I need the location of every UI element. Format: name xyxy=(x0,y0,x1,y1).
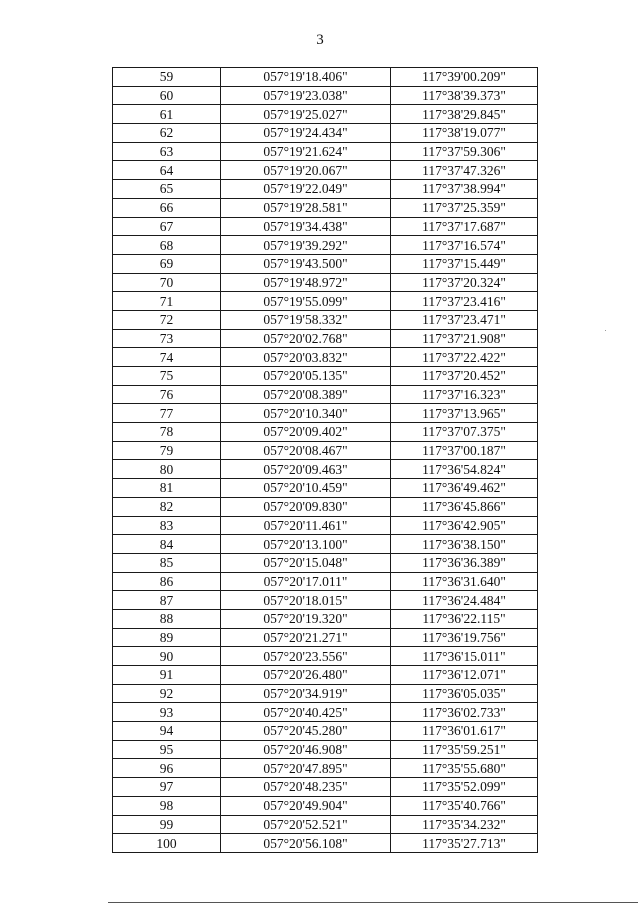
coordinates-table xyxy=(112,67,538,853)
longitude-cell: 117°39'00.209" xyxy=(391,68,538,87)
point-number-cell: 98 xyxy=(113,796,221,815)
longitude-cell: 117°36'19.756" xyxy=(391,628,538,647)
latitude-cell: 057°20'40.425" xyxy=(221,703,391,722)
table-row xyxy=(113,348,538,367)
table-row xyxy=(113,591,538,610)
table-row xyxy=(113,367,538,386)
longitude-cell: 117°37'16.323" xyxy=(391,385,538,404)
latitude-cell: 057°20'08.467" xyxy=(221,441,391,460)
longitude-cell: 117°36'05.035" xyxy=(391,684,538,703)
longitude-cell: 117°35'40.766" xyxy=(391,796,538,815)
table-row xyxy=(113,198,538,217)
longitude-cell: 117°36'01.617" xyxy=(391,722,538,741)
longitude-cell: 117°37'59.306" xyxy=(391,142,538,161)
longitude-cell: 117°35'27.713" xyxy=(391,834,538,853)
longitude-cell: 117°38'29.845" xyxy=(391,105,538,124)
table-row xyxy=(113,217,538,236)
latitude-cell: 057°19'48.972" xyxy=(221,273,391,292)
latitude-cell: 057°20'10.340" xyxy=(221,404,391,423)
longitude-cell: 117°36'54.824" xyxy=(391,460,538,479)
latitude-cell: 057°20'34.919" xyxy=(221,684,391,703)
point-number-cell: 72 xyxy=(113,310,221,329)
longitude-cell: 117°37'38.994" xyxy=(391,180,538,199)
point-number-cell: 75 xyxy=(113,367,221,386)
table-row xyxy=(113,329,538,348)
table-row xyxy=(113,423,538,442)
longitude-cell: 117°37'20.324" xyxy=(391,273,538,292)
longitude-cell: 117°37'16.574" xyxy=(391,236,538,255)
table-row xyxy=(113,460,538,479)
table-row xyxy=(113,105,538,124)
latitude-cell: 057°20'10.459" xyxy=(221,479,391,498)
longitude-cell: 117°35'52.099" xyxy=(391,778,538,797)
table-row xyxy=(113,834,538,853)
table-row xyxy=(113,404,538,423)
table-row xyxy=(113,666,538,685)
longitude-cell: 117°37'15.449" xyxy=(391,254,538,273)
point-number-cell: 92 xyxy=(113,684,221,703)
latitude-cell: 057°19'43.500" xyxy=(221,254,391,273)
table-row xyxy=(113,815,538,834)
point-number-cell: 97 xyxy=(113,778,221,797)
table-row xyxy=(113,684,538,703)
point-number-cell: 64 xyxy=(113,161,221,180)
point-number-cell: 87 xyxy=(113,591,221,610)
longitude-cell: 117°37'47.326" xyxy=(391,161,538,180)
latitude-cell: 057°20'09.402" xyxy=(221,423,391,442)
point-number-cell: 73 xyxy=(113,329,221,348)
table-row xyxy=(113,479,538,498)
table-row xyxy=(113,161,538,180)
latitude-cell: 057°20'08.389" xyxy=(221,385,391,404)
point-number-cell: 70 xyxy=(113,273,221,292)
latitude-cell: 057°19'55.099" xyxy=(221,292,391,311)
table-row xyxy=(113,609,538,628)
point-number-cell: 83 xyxy=(113,516,221,535)
latitude-cell: 057°20'49.904" xyxy=(221,796,391,815)
point-number-cell: 85 xyxy=(113,553,221,572)
point-number-cell: 96 xyxy=(113,759,221,778)
point-number-cell: 84 xyxy=(113,535,221,554)
point-number-cell: 63 xyxy=(113,142,221,161)
latitude-cell: 057°20'46.908" xyxy=(221,740,391,759)
longitude-cell: 117°38'39.373" xyxy=(391,86,538,105)
point-number-cell: 65 xyxy=(113,180,221,199)
point-number-cell: 60 xyxy=(113,86,221,105)
latitude-cell: 057°20'19.320" xyxy=(221,609,391,628)
latitude-cell: 057°20'09.463" xyxy=(221,460,391,479)
table-row xyxy=(113,180,538,199)
latitude-cell: 057°19'39.292" xyxy=(221,236,391,255)
latitude-cell: 057°20'17.011" xyxy=(221,572,391,591)
table-row xyxy=(113,273,538,292)
point-number-cell: 79 xyxy=(113,441,221,460)
page-number: 3 xyxy=(316,32,324,48)
table-row xyxy=(113,553,538,572)
latitude-cell: 057°20'05.135" xyxy=(221,367,391,386)
scan-speck xyxy=(605,330,606,331)
latitude-cell: 057°20'52.521" xyxy=(221,815,391,834)
latitude-cell: 057°20'47.895" xyxy=(221,759,391,778)
table-row xyxy=(113,740,538,759)
latitude-cell: 057°19'23.038" xyxy=(221,86,391,105)
table-row xyxy=(113,292,538,311)
longitude-cell: 117°37'23.471" xyxy=(391,310,538,329)
point-number-cell: 76 xyxy=(113,385,221,404)
table-row xyxy=(113,142,538,161)
longitude-cell: 117°36'15.011" xyxy=(391,647,538,666)
table-row xyxy=(113,236,538,255)
latitude-cell: 057°19'28.581" xyxy=(221,198,391,217)
latitude-cell: 057°20'02.768" xyxy=(221,329,391,348)
point-number-cell: 81 xyxy=(113,479,221,498)
scan-speck xyxy=(320,328,321,329)
point-number-cell: 89 xyxy=(113,628,221,647)
latitude-cell: 057°19'25.027" xyxy=(221,105,391,124)
longitude-cell: 117°37'20.452" xyxy=(391,367,538,386)
longitude-cell: 117°37'07.375" xyxy=(391,423,538,442)
latitude-cell: 057°20'15.048" xyxy=(221,553,391,572)
latitude-cell: 057°19'34.438" xyxy=(221,217,391,236)
point-number-cell: 93 xyxy=(113,703,221,722)
latitude-cell: 057°20'26.480" xyxy=(221,666,391,685)
point-number-cell: 91 xyxy=(113,666,221,685)
table-row xyxy=(113,778,538,797)
longitude-cell: 117°36'22.115" xyxy=(391,609,538,628)
latitude-cell: 057°19'22.049" xyxy=(221,180,391,199)
table-row xyxy=(113,796,538,815)
point-number-cell: 69 xyxy=(113,254,221,273)
longitude-cell: 117°35'55.680" xyxy=(391,759,538,778)
table-row xyxy=(113,86,538,105)
latitude-cell: 057°19'24.434" xyxy=(221,124,391,143)
point-number-cell: 94 xyxy=(113,722,221,741)
longitude-cell: 117°36'12.071" xyxy=(391,666,538,685)
point-number-cell: 95 xyxy=(113,740,221,759)
table-row xyxy=(113,385,538,404)
longitude-cell: 117°37'00.187" xyxy=(391,441,538,460)
latitude-cell: 057°20'09.830" xyxy=(221,497,391,516)
latitude-cell: 057°20'48.235" xyxy=(221,778,391,797)
point-number-cell: 66 xyxy=(113,198,221,217)
longitude-cell: 117°35'34.232" xyxy=(391,815,538,834)
table-row xyxy=(113,628,538,647)
table-row xyxy=(113,722,538,741)
point-number-cell: 77 xyxy=(113,404,221,423)
longitude-cell: 117°37'22.422" xyxy=(391,348,538,367)
longitude-cell: 117°37'21.908" xyxy=(391,329,538,348)
point-number-cell: 88 xyxy=(113,609,221,628)
latitude-cell: 057°19'58.332" xyxy=(221,310,391,329)
longitude-cell: 117°37'23.416" xyxy=(391,292,538,311)
longitude-cell: 117°37'13.965" xyxy=(391,404,538,423)
table-row xyxy=(113,310,538,329)
longitude-cell: 117°36'42.905" xyxy=(391,516,538,535)
latitude-cell: 057°20'11.461" xyxy=(221,516,391,535)
table-row xyxy=(113,497,538,516)
point-number-cell: 78 xyxy=(113,423,221,442)
table-row xyxy=(113,703,538,722)
longitude-cell: 117°36'31.640" xyxy=(391,572,538,591)
longitude-cell: 117°35'59.251" xyxy=(391,740,538,759)
longitude-cell: 117°37'17.687" xyxy=(391,217,538,236)
longitude-cell: 117°38'19.077" xyxy=(391,124,538,143)
latitude-cell: 057°19'18.406" xyxy=(221,68,391,87)
table-row xyxy=(113,441,538,460)
point-number-cell: 82 xyxy=(113,497,221,516)
scan-bottom-edge xyxy=(108,902,638,903)
table-row xyxy=(113,759,538,778)
table-row xyxy=(113,68,538,87)
point-number-cell: 61 xyxy=(113,105,221,124)
point-number-cell: 68 xyxy=(113,236,221,255)
longitude-cell: 117°36'38.150" xyxy=(391,535,538,554)
latitude-cell: 057°19'20.067" xyxy=(221,161,391,180)
point-number-cell: 74 xyxy=(113,348,221,367)
point-number-cell: 62 xyxy=(113,124,221,143)
point-number-cell: 86 xyxy=(113,572,221,591)
latitude-cell: 057°20'21.271" xyxy=(221,628,391,647)
longitude-cell: 117°36'49.462" xyxy=(391,479,538,498)
latitude-cell: 057°20'13.100" xyxy=(221,535,391,554)
point-number-cell: 80 xyxy=(113,460,221,479)
longitude-cell: 117°36'45.866" xyxy=(391,497,538,516)
point-number-cell: 59 xyxy=(113,68,221,87)
point-number-cell: 90 xyxy=(113,647,221,666)
latitude-cell: 057°20'23.556" xyxy=(221,647,391,666)
latitude-cell: 057°19'21.624" xyxy=(221,142,391,161)
coordinates-table-body xyxy=(113,68,538,853)
latitude-cell: 057°20'18.015" xyxy=(221,591,391,610)
point-number-cell: 67 xyxy=(113,217,221,236)
table-row xyxy=(113,572,538,591)
longitude-cell: 117°36'36.389" xyxy=(391,553,538,572)
latitude-cell: 057°20'03.832" xyxy=(221,348,391,367)
latitude-cell: 057°20'45.280" xyxy=(221,722,391,741)
table-row xyxy=(113,535,538,554)
longitude-cell: 117°37'25.359" xyxy=(391,198,538,217)
table-row xyxy=(113,516,538,535)
point-number-cell: 100 xyxy=(113,834,221,853)
table-row xyxy=(113,647,538,666)
longitude-cell: 117°36'24.484" xyxy=(391,591,538,610)
table-row xyxy=(113,124,538,143)
table-row xyxy=(113,254,538,273)
point-number-cell: 71 xyxy=(113,292,221,311)
point-number-cell: 99 xyxy=(113,815,221,834)
latitude-cell: 057°20'56.108" xyxy=(221,834,391,853)
longitude-cell: 117°36'02.733" xyxy=(391,703,538,722)
